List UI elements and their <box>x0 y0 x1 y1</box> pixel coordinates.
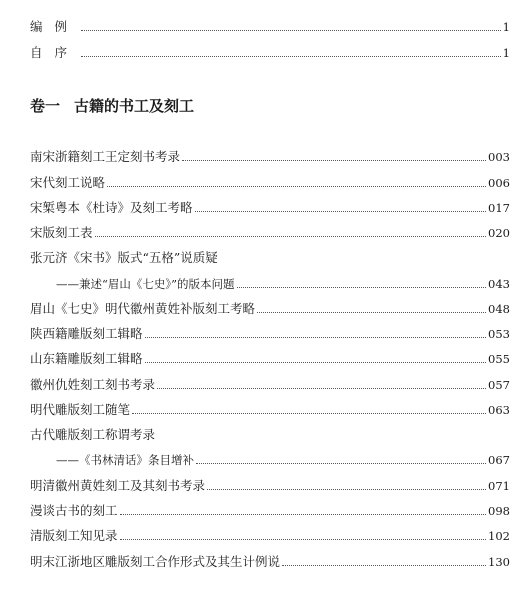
toc-entry-title: 编例 <box>30 19 80 34</box>
toc-entry-title: 宋版刻工表 <box>30 225 93 240</box>
toc-entry[interactable] <box>30 503 510 519</box>
toc-entry-title: 南宋浙籍刻工王定刻书考录 <box>30 149 181 164</box>
leader-dots <box>282 564 486 566</box>
toc-entry-page: 048 <box>488 302 510 316</box>
leader-dots <box>120 538 487 540</box>
leader-dots <box>120 513 487 515</box>
toc-entry-page: 1 <box>502 20 510 34</box>
toc-entry-title: ——兼述“眉山《七史》”的版本问题 <box>56 277 235 291</box>
toc-entry[interactable] <box>30 301 510 317</box>
toc-entry[interactable] <box>30 402 510 418</box>
toc-entry-title: 清版刻工知见录 <box>30 528 118 543</box>
toc-entry-page: 006 <box>488 176 510 190</box>
toc-entry[interactable] <box>30 149 510 165</box>
toc-entry-page: 067 <box>488 453 510 467</box>
toc-entry-subtitle[interactable] <box>56 452 510 468</box>
toc-entry[interactable] <box>30 326 510 342</box>
toc-entry-page: 043 <box>488 277 510 291</box>
leader-dots <box>157 387 486 389</box>
leader-dots <box>237 286 487 288</box>
leader-dots <box>95 235 487 237</box>
toc-entry-page: 020 <box>488 226 510 240</box>
toc-entry-page: 102 <box>488 529 510 543</box>
toc-entry-page: 003 <box>488 150 510 164</box>
leader-dots <box>81 55 501 57</box>
toc-entry[interactable] <box>30 175 510 191</box>
chapter-heading <box>30 96 194 116</box>
leader-dots <box>132 412 486 414</box>
toc-entry-page: 1 <box>502 46 510 60</box>
leader-dots <box>81 29 501 31</box>
toc-entry-page: 053 <box>488 327 510 341</box>
leader-dots <box>182 159 486 161</box>
toc-entry-title: 宋代刻工说略 <box>30 175 106 190</box>
toc-entry[interactable] <box>30 225 510 241</box>
toc-entry[interactable] <box>30 554 510 570</box>
toc-entry-page: 098 <box>488 504 510 518</box>
leader-dots <box>196 462 486 464</box>
toc-entry-title: 明清徽州黄姓刻工及其刻书考录 <box>30 478 206 493</box>
toc-entry[interactable] <box>30 200 510 216</box>
toc-entry[interactable] <box>30 377 510 393</box>
toc-entry-author-preface[interactable] <box>30 45 510 61</box>
toc-entry-page: 017 <box>488 201 510 215</box>
toc-entry-page: 071 <box>488 479 510 493</box>
leader-dots <box>257 311 486 313</box>
toc-entry-page: 130 <box>488 555 510 569</box>
toc-entry[interactable] <box>30 528 510 544</box>
toc-entry-title: 明代雕版刻工随笔 <box>30 402 131 417</box>
toc-entry-title: ——《书林清话》条目增补 <box>56 453 194 467</box>
toc-entry-subtitle[interactable] <box>56 276 510 292</box>
leader-dots <box>145 336 487 338</box>
leader-dots <box>145 361 487 363</box>
toc-entry-page: 057 <box>488 378 510 392</box>
toc-entry-page: 063 <box>488 403 510 417</box>
toc-entry-title: 明末江浙地区雕版刻工合作形式及其生计例说 <box>30 554 281 569</box>
toc-entry-title: 眉山《七史》明代徽州黄姓补版刻工考略 <box>30 301 256 316</box>
toc-entry-title: 宋椠粤本《杜诗》及刻工考略 <box>30 200 193 215</box>
toc-entry-title: 陕西籍雕版刻工辑略 <box>30 326 143 341</box>
toc-entry-title: 漫谈古书的刻工 <box>30 503 118 518</box>
toc-entry[interactable] <box>30 478 510 494</box>
toc-entry-title: 山东籍雕版刻工辑略 <box>30 351 143 366</box>
leader-dots <box>195 210 487 212</box>
toc-entry-title: 自序 <box>30 45 80 60</box>
leader-dots <box>107 185 486 187</box>
toc-entry-page: 055 <box>488 352 510 366</box>
toc-entry-preface-notes[interactable] <box>30 19 510 35</box>
toc-entry-title-only[interactable]: 古代雕版刻工称谓考录 <box>30 427 156 442</box>
leader-dots <box>207 488 486 490</box>
chapter-title: 古籍的书工及刻工 <box>74 97 195 115</box>
toc-entry[interactable] <box>30 351 510 367</box>
toc-entry-title-only[interactable]: 张元济《宋书》版式“五格”说质疑 <box>30 250 218 265</box>
chapter-number: 卷一 <box>30 97 61 115</box>
toc-entry-title: 徽州仇姓刻工刻书考录 <box>30 377 156 392</box>
